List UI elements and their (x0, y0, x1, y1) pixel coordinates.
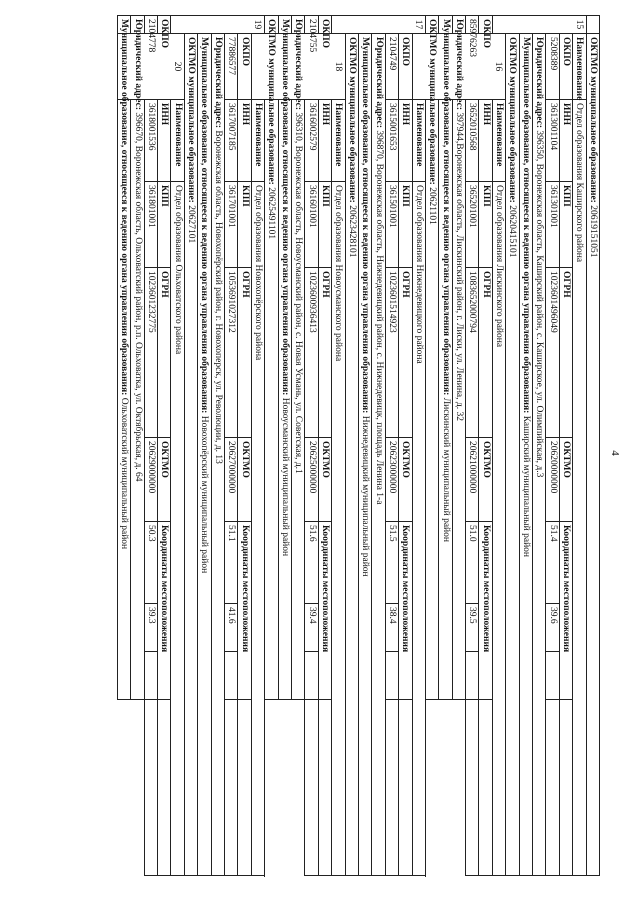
kpp-label: КПП (399, 182, 412, 268)
legal-address-cell (292, 16, 305, 700)
oktmo-mo-value: 20621101 (427, 187, 438, 225)
coords-label: Координаты местоположения (399, 522, 412, 700)
municipality-cell (439, 16, 452, 700)
oktmo-mo-value: 20620415101 (507, 205, 518, 258)
legal-address-cell (211, 34, 224, 876)
table-row (559, 16, 572, 876)
table-row (519, 16, 532, 876)
okpo-value: 2104778 (144, 16, 157, 34)
ogrn-value: 1083652000794 (466, 268, 479, 438)
table-row (318, 16, 331, 876)
longitude-value: 39.6 (546, 604, 559, 652)
coords-label: Координаты местоположения (479, 522, 492, 700)
empty-cell (559, 700, 572, 876)
legal-address-value: 396670, Воронежская область, Ольховатский район, р.п. Ольховатка, ул. Октябрьская, д. 64 (132, 112, 143, 482)
entry-number: 15 (492, 16, 586, 34)
oktmo-mo-label: ОКТМО муниципальное образование: (427, 19, 438, 185)
empty-cell (238, 700, 251, 876)
longitude-value: 39.3 (144, 604, 157, 652)
municipality-value: Новохопёрский муниципальный район (199, 415, 210, 574)
latitude-value: 51.5 (385, 522, 398, 604)
oktmo-label: ОКТМО (158, 438, 171, 522)
coords-label: Координаты местоположения (158, 522, 171, 700)
inn-value: 3652010568 (466, 100, 479, 182)
legal-address-value: 396870, Воронежская область, Нижнедевицкий район, с. Нижнедевицк, площадь Ленина 1-а (373, 130, 384, 505)
legal-address-label: Юридический адрес: (373, 37, 384, 128)
oktmo-label: ОКТМО (238, 438, 251, 522)
municipality-label: Муниципальное образование, относящееся к ведению органа управления образования: (119, 19, 130, 396)
municipality-label: Муниципальное образование, относящееся к ведению органа управления образования: (520, 37, 531, 414)
okpo-value: 77886577 (225, 34, 238, 100)
ogrn-label: ОГРН (318, 268, 331, 438)
kpp-label: КПП (318, 182, 331, 268)
table-row (399, 16, 412, 876)
latitude-value: 51.6 (305, 522, 318, 604)
empty-cell (144, 700, 157, 876)
oktmo-value: 20620000000 (546, 438, 559, 522)
organization-name: Отдел образования Каширского района (573, 100, 586, 876)
ogrn-value: 1023601496049 (546, 268, 559, 438)
table-row (439, 16, 452, 876)
table-row (292, 16, 305, 876)
oktmo-mo-cell (506, 34, 519, 876)
kpp-value: 361701001 (225, 182, 238, 268)
oktmo-value: 20623000000 (385, 438, 398, 522)
empty-cell (466, 700, 479, 876)
legal-address-label: Юридический адрес: (293, 19, 304, 110)
table-row (385, 16, 398, 876)
oktmo-value: 20627000000 (225, 438, 238, 522)
latitude-value: 51.1 (225, 522, 238, 604)
longitude-value: 39.4 (305, 604, 318, 652)
table-row (117, 16, 130, 876)
empty-cell (225, 700, 238, 876)
empty-cell (399, 700, 412, 876)
inn-label: ИНН (559, 100, 572, 182)
legal-address-value: 396310, Воронежская область, Новоусманский район, с. Новая Усмань, ул. Советская, д.1 (293, 112, 304, 474)
oktmo-mo-value: 20625491101 (266, 187, 277, 240)
entry-number: 19 (171, 16, 265, 34)
legal-address-cell (533, 34, 546, 876)
inn-label: ИНН (318, 100, 331, 182)
table-row (372, 16, 385, 876)
legal-address-label: Юридический адрес: (212, 37, 223, 128)
okpo-label: ОКПО (399, 34, 412, 100)
legal-address-value: Воронежская область, Новохопёрский район, г. Новохоперск, ул. Революции, д. 13 (212, 130, 223, 464)
name-label: Наименование (171, 100, 184, 182)
table-row (425, 16, 438, 876)
name-label: Наименование (412, 100, 425, 182)
table-row (144, 16, 157, 876)
table-row (278, 16, 291, 876)
oktmo-mo-cell (265, 16, 278, 700)
coords-label: Координаты местоположения (559, 522, 572, 700)
ogrn-label: ОГРН (238, 268, 251, 438)
oktmo-label: ОКТМО (399, 438, 412, 522)
municipality-cell (198, 34, 211, 876)
oktmo-mo-cell (184, 34, 197, 876)
kpp-label: КПП (238, 182, 251, 268)
kpp-value: 361801001 (144, 182, 157, 268)
organization-name: Отдел образования Нижнедевицкого района (412, 182, 425, 876)
ogrn-label: ОГРН (479, 268, 492, 438)
oktmo-header-cell (586, 34, 599, 876)
inn-label: ИНН (399, 100, 412, 182)
legal-address-cell (372, 34, 385, 876)
entry-number: 20 (117, 34, 184, 100)
municipality-value: Нижнедевицкий муниципальный район (360, 415, 371, 577)
okpo-label: ОКПО (318, 16, 331, 34)
inn-value: 3617007185 (225, 100, 238, 182)
empty-cell (546, 700, 559, 876)
empty-cell (479, 700, 492, 876)
table-row (492, 16, 505, 876)
empty-cell (385, 700, 398, 876)
longitude-value: 39.5 (466, 604, 479, 652)
oktmo-mo-label: ОКТМО муниципальное образование: (266, 19, 277, 185)
organization-name: Отдел образования Лискинского района (492, 182, 505, 876)
oktmo-label: ОКТМО (559, 438, 572, 522)
ogrn-label: ОГРН (559, 268, 572, 438)
ogrn-value: 1023601514923 (385, 268, 398, 438)
oktmo-mo-cell (345, 34, 358, 876)
table-row (265, 16, 278, 876)
table-row (573, 16, 586, 876)
longitude-value: 38.4 (385, 604, 398, 652)
entry-number: 18 (251, 34, 345, 100)
okpo-label: ОКПО (479, 16, 492, 34)
table-row (332, 16, 345, 876)
kpp-label: КПП (158, 182, 171, 268)
kpp-label: КПП (559, 182, 572, 268)
okpo-label: ОКПО (559, 34, 572, 100)
okpo-value: 85976263 (466, 16, 479, 34)
entry-number: 17 (332, 16, 426, 34)
kpp-value: 361601001 (305, 182, 318, 268)
table-row (225, 16, 238, 876)
ogrn-label: ОГРН (158, 268, 171, 438)
inn-value: 3613001104 (546, 100, 559, 182)
municipality-label: Муниципальное образование, относящееся к ведению органа управления образования: (360, 37, 371, 414)
table-row (198, 16, 211, 876)
empty-cell (385, 652, 398, 700)
empty-cell (466, 652, 479, 700)
name-label: Наименование (251, 100, 264, 182)
longitude-value: 41.6 (225, 604, 238, 652)
row-number-cell (586, 16, 599, 34)
kpp-value: 361501001 (385, 182, 398, 268)
entry-number: 16 (412, 34, 506, 100)
table-row (171, 16, 184, 876)
table-row (211, 16, 224, 876)
ogrn-value: 1023600936413 (305, 268, 318, 438)
kpp-label: КПП (479, 182, 492, 268)
municipality-cell (278, 16, 291, 700)
table-row (184, 16, 197, 876)
inn-value: 3615001653 (385, 100, 398, 182)
kpp-value: 365201001 (466, 182, 479, 268)
legal-address-label: Юридический адрес: (534, 37, 545, 128)
okpo-value: 2104755 (305, 16, 318, 34)
coords-label: Координаты местоположения (238, 522, 251, 700)
legal-address-value: 396350, Воронежская область, Каширский район, с. Каширское, ул. Олимпийская, д.3 (534, 130, 545, 478)
table-row (238, 16, 251, 876)
okpo-label: ОКПО (158, 16, 171, 34)
registry-body (117, 16, 599, 876)
table-row (506, 16, 519, 876)
oktmo-mo-label: ОКТМО муниципальное образование: (346, 37, 357, 203)
oktmo-header-value: 20619151051 (587, 205, 598, 258)
organization-name: Отдел образования Новохопёрского района (251, 182, 264, 876)
name-label: Наименование (332, 100, 345, 182)
table-row (305, 16, 318, 876)
ogrn-value: 1053691027312 (225, 268, 238, 438)
oktmo-label: ОКТМО (318, 438, 331, 522)
organization-name: Отдел образования Ольховатского района (171, 182, 184, 876)
oktmo-mo-value: 20623428101 (346, 205, 357, 258)
latitude-value: 51.4 (546, 522, 559, 604)
inn-label: ИНН (479, 100, 492, 182)
legal-address-label: Юридический адрес: (453, 19, 464, 110)
table-row (131, 16, 144, 876)
latitude-value: 51.0 (466, 522, 479, 604)
oktmo-mo-label: ОКТМО муниципальное образование: (186, 37, 197, 203)
ogrn-value: 1023601232775 (144, 268, 157, 438)
municipality-label: Муниципальное образование, относящееся к ведению органа управления образования: (199, 37, 210, 414)
legal-address-label: Юридический адрес: (132, 19, 143, 110)
okpo-label: ОКПО (238, 34, 251, 100)
table-row (345, 16, 358, 876)
table-row (251, 16, 264, 876)
oktmo-mo-value: 20627101 (186, 205, 197, 244)
inn-value: 3618001536 (144, 100, 157, 182)
empty-cell (305, 652, 318, 700)
table-row (586, 16, 599, 876)
oktmo-mo-label: ОКТМО муниципальное образование: (507, 37, 518, 203)
municipality-value: Ольховатский муниципальный район (119, 397, 130, 550)
municipality-cell (358, 34, 371, 876)
empty-cell (225, 652, 238, 700)
table-row (358, 16, 371, 876)
municipality-value: Новоусманский муниципальный район (279, 397, 290, 557)
legal-address-cell (452, 16, 465, 700)
municipality-value: Каширский муниципальный район (520, 415, 531, 558)
name-label: Наименование (573, 34, 586, 100)
organization-name: Отдел образования Новоусманского района (332, 182, 345, 876)
empty-cell (546, 652, 559, 700)
municipality-cell (519, 34, 532, 876)
empty-cell (158, 700, 171, 876)
table-row (466, 16, 479, 876)
table-row (452, 16, 465, 876)
inn-label: ИНН (238, 100, 251, 182)
oktmo-label: ОКТМО (479, 438, 492, 522)
oktmo-value: 20625000000 (305, 438, 318, 522)
empty-cell (305, 700, 318, 876)
coords-label: Координаты местоположения (318, 522, 331, 700)
kpp-value: 361301001 (546, 182, 559, 268)
table-row (546, 16, 559, 876)
inn-value: 3616002579 (305, 100, 318, 182)
table-row (158, 16, 171, 876)
oktmo-header-label: ОКТМО муниципальное образование: (587, 37, 598, 203)
oktmo-value: 20621000000 (466, 438, 479, 522)
municipality-value: Лискинский муниципальный район (440, 397, 451, 542)
okpo-value: 2104749 (385, 34, 398, 100)
oktmo-mo-cell (425, 16, 438, 700)
table-row (412, 16, 425, 876)
document-content (10, 15, 600, 875)
legal-address-cell (131, 16, 144, 700)
empty-cell (144, 652, 157, 700)
name-label: Наименование (492, 100, 505, 182)
table-row (479, 16, 492, 876)
legal-address-value: 397944,Воронежская область, Лискинский район, г. Лиски, ул. Ленина, д. 32 (453, 112, 464, 421)
okpo-value: 5208389 (546, 34, 559, 100)
empty-cell (318, 700, 331, 876)
municipality-label: Муниципальное образование, относящееся к ведению органа управления образования: (279, 19, 290, 396)
registry-table (117, 15, 600, 876)
municipality-cell (117, 16, 130, 700)
latitude-value: 50.3 (144, 522, 157, 604)
inn-label: ИНН (158, 100, 171, 182)
oktmo-value: 20629000000 (144, 438, 157, 522)
page-number: 4 (609, 450, 621, 456)
municipality-label: Муниципальное образование, относящееся к ведению органа управления образования: (440, 19, 451, 396)
table-row (533, 16, 546, 876)
ogrn-label: ОГРН (399, 268, 412, 438)
